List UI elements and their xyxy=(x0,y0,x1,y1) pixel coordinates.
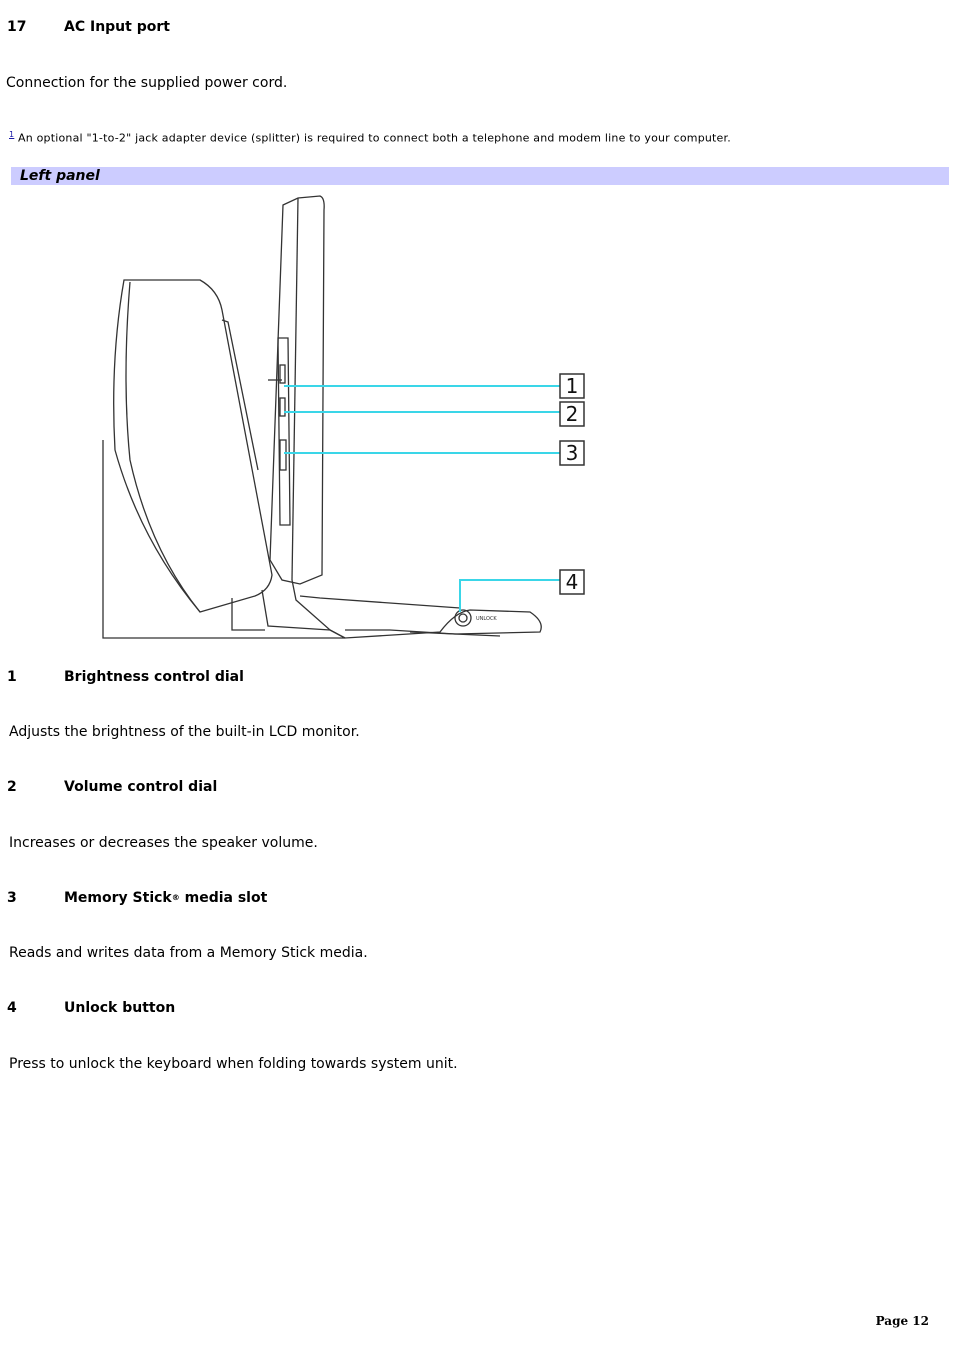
item-1-description: Adjusts the brightness of the built-in LCD monitor. xyxy=(9,724,360,740)
speaker-inner xyxy=(126,282,200,612)
item-3-title xyxy=(64,890,267,906)
unlock-label: UNLOCK xyxy=(476,616,497,622)
section-title: Left panel xyxy=(20,168,100,184)
footnote-marker-link[interactable]: 1 xyxy=(9,130,15,139)
left-panel-figure xyxy=(0,190,620,650)
callout-3: 3 xyxy=(565,441,579,465)
item-3-title-suffix: media slot xyxy=(184,890,268,906)
section-band xyxy=(11,167,949,185)
speaker-body xyxy=(114,280,272,612)
item-3-title-main: Memory Stick xyxy=(64,890,172,906)
callout-1: 1 xyxy=(565,374,579,398)
item-2-description: Increases or decreases the speaker volume. xyxy=(9,835,318,851)
item-4-title: Unlock button xyxy=(64,1000,176,1016)
item-17-number: 17 xyxy=(7,19,27,35)
callout-2: 2 xyxy=(565,402,579,426)
stand-base xyxy=(103,440,345,638)
footnote-text: An optional "1-to-2" jack adapter device (splitter) is required to connect both a telephone and modem line to your computer. xyxy=(18,131,731,145)
footnote xyxy=(9,130,731,145)
item-1-title: Brightness control dial xyxy=(64,669,244,685)
page-number: Page 12 xyxy=(875,1314,929,1328)
callout-4: 4 xyxy=(565,570,579,594)
keyboard xyxy=(292,580,541,638)
item-1-number: 1 xyxy=(7,669,17,685)
item-17-title: AC Input port xyxy=(64,19,170,35)
item-2-number: 2 xyxy=(7,779,17,795)
item-3-number: 3 xyxy=(7,890,17,906)
item-17-description: Connection for the supplied power cord. xyxy=(6,75,288,91)
registered-mark: ® xyxy=(171,893,180,902)
item-2-title: Volume control dial xyxy=(64,779,218,795)
item-3-description: Reads and writes data from a Memory Stick media. xyxy=(9,945,368,961)
item-4-description: Press to unlock the keyboard when folding towards system unit. xyxy=(9,1056,458,1072)
item-4-number: 4 xyxy=(7,1000,17,1016)
